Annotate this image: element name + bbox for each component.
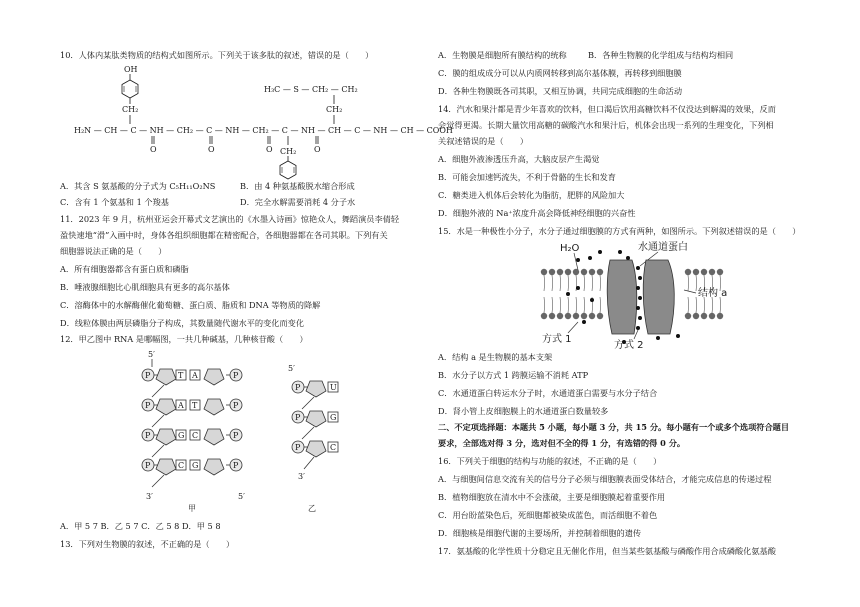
q14-stem-line1: 14．汽水和果汁都是青少年喜欢的饮料，但口渴后饮用高糖饮料不仅没达到解渴的效果，反而	[438, 104, 776, 114]
q10-option-b: B．由 4 种氨基酸脱水缩合形成	[240, 181, 355, 191]
jia-right-base1: A	[192, 371, 198, 380]
h2o-label: H₂O	[560, 243, 580, 254]
q13-option-a: A．生物膜是细胞所有膜结构的统称	[438, 50, 567, 60]
yi-p3: P	[295, 443, 301, 452]
q16-stem: 16．下列关于细胞的结构与功能的叙述，不正确的是（ ）	[438, 456, 662, 466]
jia-p4: P	[145, 461, 151, 470]
q10-option-c: C．含有 1 个氨基和 1 个羧基	[60, 197, 169, 207]
oh-label: OH	[124, 65, 138, 74]
way1-label: 方式 1	[542, 334, 572, 345]
q14-option-c: C．糖类进入机体后会转化为脂肪，肥胖的风险加大	[438, 190, 625, 200]
jia-p6: P	[233, 401, 239, 410]
jia-right-base4: G	[192, 461, 199, 470]
q11-option-a: A．所有细胞器都含有蛋白质和磷脂	[60, 264, 189, 274]
yi-3prime: 3′	[298, 472, 305, 481]
jia-p5: P	[233, 371, 239, 380]
q13-option-c: C．膜的组成成分可以从内质网转移到高尔基体膜，再转移到细胞膜	[438, 68, 682, 78]
peptide-chain-label: H₂N — CH — C — NH — CH₂ — C — NH — CH₂ — C — NH — CH — C — NH — CH — COOH	[74, 126, 453, 135]
q13-option-d: D．各种生物膜既各司其职，又相互协调，共同完成细胞的生命活动	[438, 86, 683, 96]
q12-stem: 12．甲乙图中 RNA 是哪幅图，一共几种碱基，几种核苷酸（ ）	[60, 334, 308, 344]
q11-stem-line3: 细胞器说法正确的是（ ）	[60, 246, 167, 256]
q14-option-a: A．细胞外液渗透压升高，大脑皮层产生渴觉	[438, 154, 600, 164]
membrane-water-figure	[538, 238, 758, 350]
yi-p1: P	[295, 383, 301, 392]
carbonyl-o-1: O	[150, 145, 157, 154]
jia-left-base3: G	[178, 431, 185, 440]
peptide-structure-figure	[74, 64, 453, 182]
jia-p7: P	[233, 431, 239, 440]
yi-base3: C	[330, 443, 337, 452]
section2-heading-line2: 要求，全部选对得 3 分，选对但不全的得 1 分，有选错的得 0 分。	[438, 438, 686, 448]
jia-left-base4: C	[178, 461, 185, 470]
q16-option-a: A．与细胞间信息交流有关的信号分子必须与细胞膜表面受体结合，才能完成信息的传递过程	[438, 474, 772, 484]
q11-stem-line2: 盈快速地“滑”入画中时，身体各组织细胞都在精密配合，各细胞器都在各司其职。下列有关	[60, 230, 388, 240]
ch2-bottom-label: CH₂	[280, 147, 297, 156]
jia-right-base3: C	[192, 431, 199, 440]
q14-option-b: B．可能会加速钙流失，不利于骨骼的生长和发育	[438, 172, 616, 182]
q10-option-a: A．其含 S 氨基酸的分子式为 C₅H₁₁O₂NS	[60, 181, 216, 191]
q13-stem: 13．下列对生物膜的叙述，不正确的是（ ）	[60, 539, 235, 549]
yi-5prime: 5′	[288, 364, 295, 373]
q13-option-b: B．各种生物膜的化学组成与结构均相同	[588, 50, 734, 60]
q11-option-c: C．溶酶体中的水解酶催化葡萄糖、蛋白质、脂质和 DNA 等物质的降解	[60, 300, 321, 310]
jia-label: 甲	[188, 504, 196, 513]
yi-base2: G	[330, 413, 337, 422]
jia-5prime-bottom: 5′	[238, 492, 245, 501]
q16-option-b: B．植物细胞放在清水中不会涨破，主要是细胞膜起着重要作用	[438, 492, 666, 502]
q15-option-d: D．肾小管上皮细胞膜上的水通道蛋白数量较多	[438, 406, 609, 416]
ch2-top2-label: CH₂	[326, 105, 343, 114]
jia-3prime-bottom: 3′	[146, 492, 153, 501]
jia-p1: P	[145, 371, 151, 380]
jia-right-base2: T	[192, 401, 198, 410]
q15-option-b: B．水分子以方式 1 跨膜运输不消耗 ATP	[438, 370, 589, 380]
yi-base1: U	[330, 383, 337, 392]
jia-left-base1: T	[178, 371, 184, 380]
jia-p2: P	[145, 401, 151, 410]
carbonyl-o-4: O	[314, 145, 321, 154]
q11-option-d: D．线粒体膜由两层磷脂分子构成，其数量随代谢水平的变化而变化	[60, 318, 305, 328]
q12-answers: A．甲 5 7 B．乙 5 7 C．乙 5 8 D．甲 5 8	[60, 521, 221, 531]
section2-heading-line1: 二、不定项选择题：本题共 5 小题，每小题 3 分，共 15 分。每小题有一个或多个选项符合题目	[438, 422, 790, 432]
q17-stem: 17．氨基酸的化学性质十分稳定且无催化作用，但当某些氨基酸与磷酸作用合成磷酸化氨基酸	[438, 546, 776, 556]
yi-p2: P	[295, 413, 301, 422]
q11-stem-line1: 11．2023 年 9 月，杭州亚运会开幕式文艺演出的《水墨入诗画》惊艳众人，舞蹈演员李倩轻	[60, 214, 400, 224]
q15-option-c: C．水通道蛋白转运水分子时，水通道蛋白需要与水分子结合	[438, 388, 658, 398]
q14-stem-line3: 关叙述错误的是（ ）	[438, 136, 529, 146]
dna-rna-figure	[138, 347, 368, 515]
q10-option-d: D．完全水解需要消耗 4 分子水	[240, 197, 356, 207]
q16-option-c: C．用台盼蓝染色后，死细胞都被染成蓝色，而活细胞不着色	[438, 510, 658, 520]
channel-label: 水通道蛋白	[638, 242, 688, 253]
q16-option-d: D．细胞核是细胞代谢的主要场所，并控制着细胞的遗传	[438, 528, 642, 538]
carbonyl-o-2: O	[208, 145, 215, 154]
carbonyl-o-3: O	[266, 145, 273, 154]
ch3s-label: H₃C — S — CH₂ — CH₂	[264, 85, 358, 94]
q10-stem: 10．人体内某肽类物质的结构式如图所示。下列关于该多肽的叙述，错误的是（ ）	[60, 50, 374, 60]
q14-option-d: D．细胞外液的 Na⁺浓度升高会降低神经细胞的兴奋性	[438, 208, 636, 218]
jia-5prime-top: 5′	[148, 350, 155, 359]
q15-option-a: A．结构 a 是生物膜的基本支架	[438, 352, 553, 362]
q15-stem: 15．水是一种极性小分子，水分子通过细胞膜的方式有两种，如图所示。下列叙述错误的是（ ）	[438, 226, 801, 236]
way2-label: 方式 2	[614, 340, 644, 351]
yi-label: 乙	[308, 504, 316, 513]
jia-p8: P	[233, 461, 239, 470]
q11-option-b: B．唾液腺细胞比心肌细胞具有更多的高尔基体	[60, 282, 230, 292]
jia-left-base2: A	[178, 401, 184, 410]
ch2-top1-label: CH₂	[122, 105, 139, 114]
jia-p3: P	[145, 431, 151, 440]
q14-stem-line2: 会觉得更渴。长期大量饮用高糖的碳酸汽水和果汁后，机体会出现一系列的生理变化，下列相	[438, 120, 774, 130]
structure-a-label: 结构 a	[698, 288, 728, 299]
